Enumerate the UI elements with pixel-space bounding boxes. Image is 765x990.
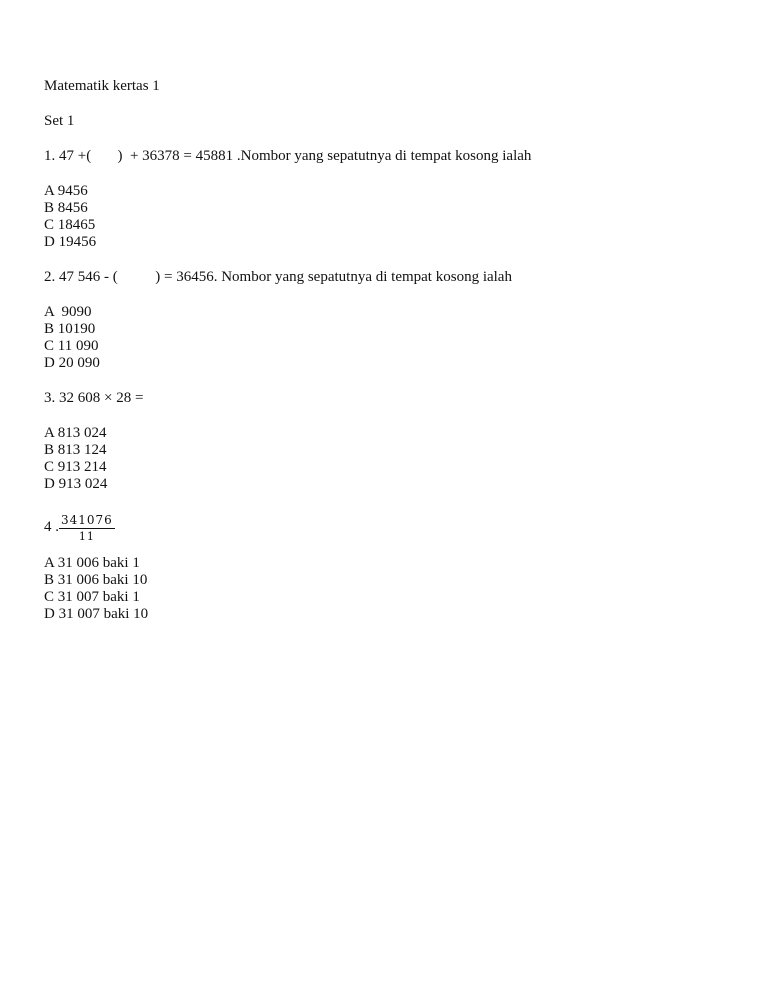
question-1-options [44, 183, 725, 251]
option-line: A 9456 [44, 183, 88, 199]
fraction-numerator: 341076 [61, 513, 113, 527]
option-line: A 9090 [44, 304, 92, 320]
question-2-text: 2. 47 546 - ( ) = 36456. Nombor yang sepatutnya di tempat kosong ialah [44, 269, 512, 285]
option-line: C 11 090 [44, 338, 99, 354]
fraction-denominator: 11 [78, 530, 95, 543]
question-3-options [44, 425, 725, 493]
option-line: C 31 007 baki 1 [44, 589, 140, 605]
question-1-text: 1. 47 +( ) + 36378 = 45881 .Nombor yang sepatutnya di tempat kosong ialah [44, 148, 532, 164]
option-line: C 913 214 [44, 459, 107, 475]
question-3-text: 3. 32 608 × 28 = [44, 390, 144, 406]
option-line: A 813 024 [44, 425, 107, 441]
option-line: C 18465 [44, 217, 96, 233]
document-title: Matematik kertas 1 [44, 78, 160, 94]
question-4-number: 4 . [44, 519, 59, 535]
set-label: Set 1 [44, 113, 75, 129]
option-line: D 19456 [44, 234, 97, 250]
option-line: B 31 006 baki 10 [44, 572, 148, 588]
option-line: D 20 090 [44, 355, 100, 371]
option-line: B 8456 [44, 200, 88, 216]
option-line: B 813 124 [44, 442, 107, 458]
question-2-options [44, 304, 725, 372]
option-line: A 31 006 baki 1 [44, 555, 140, 571]
option-line: D 913 024 [44, 476, 108, 492]
option-line: B 10190 [44, 321, 96, 337]
question-4-options [44, 555, 725, 623]
option-line: D 31 007 baki 10 [44, 606, 149, 622]
question-4-text [44, 511, 725, 543]
fraction [59, 513, 115, 543]
